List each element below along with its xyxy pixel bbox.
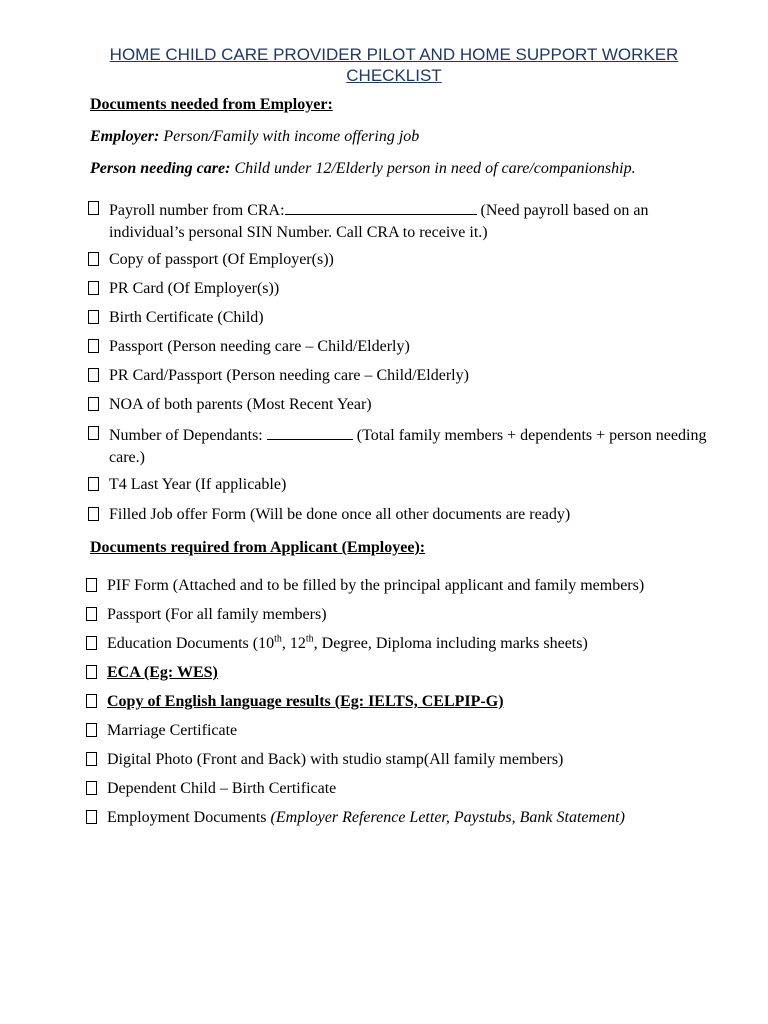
checkbox[interactable] <box>86 607 97 621</box>
item-label: Copy of English language results (Eg: IELTS, CELPIP-G) <box>107 693 504 710</box>
item-label: PR Card/Passport (Person needing care – Child/Elderly) <box>109 367 469 384</box>
checkbox[interactable] <box>88 201 99 215</box>
checklist-item-photo <box>86 749 716 771</box>
checklist-item-payroll <box>88 198 718 244</box>
checklist-item-pr-card-employer <box>88 278 718 300</box>
item-label: Filled Job offer Form (Will be done once all other documents are ready) <box>109 506 571 523</box>
education-text-2: , 12 <box>281 635 306 652</box>
employer-definition-text: Person/Family with income offering job <box>159 128 420 145</box>
checkbox[interactable] <box>88 477 99 491</box>
checklist-item-passport-employer <box>88 249 718 271</box>
education-text-3: , Degree, Diploma including marks sheets) <box>313 635 588 652</box>
employer-definition-label: Employer: <box>90 128 160 145</box>
checkbox[interactable] <box>86 636 97 650</box>
section-heading-applicant: Documents required from Applicant (Employee): <box>90 539 426 556</box>
item-label: Passport (Person needing care – Child/Elderly) <box>109 338 410 355</box>
checkbox[interactable] <box>88 426 99 440</box>
checkbox[interactable] <box>88 252 99 266</box>
checkbox[interactable] <box>88 507 99 521</box>
item-label: Copy of passport (Of Employer(s)) <box>109 251 334 268</box>
item-label: Marriage Certificate <box>107 722 238 739</box>
checkbox[interactable] <box>88 397 99 411</box>
payroll-note: (Need payroll based on an individual’s personal SIN Number. Call CRA to receive it.) <box>109 202 649 241</box>
item-label: Passport (For all family members) <box>107 606 327 623</box>
checkbox[interactable] <box>86 578 97 592</box>
checkbox[interactable] <box>88 339 99 353</box>
checklist-item-pr-card-passport-care <box>88 365 718 387</box>
item-label: ECA (Eg: WES) <box>107 664 218 681</box>
item-label: PIF Form (Attached and to be filled by the principal applicant and family members) <box>107 577 645 594</box>
checklist-item-employment <box>86 807 716 829</box>
checkbox[interactable] <box>86 723 97 737</box>
checklist-item-english <box>86 691 716 713</box>
employer-definition <box>90 127 419 147</box>
checkbox[interactable] <box>86 665 97 679</box>
checkbox[interactable] <box>88 281 99 295</box>
employment-note: (Employer Reference Letter, Paystubs, Bank Statement) <box>270 809 625 826</box>
item-label: Digital Photo (Front and Back) with studio stamp(All family members) <box>107 751 564 768</box>
employment-label: Employment Documents <box>107 809 271 826</box>
item-label: Dependent Child – Birth Certificate <box>107 780 337 797</box>
checklist-item-job-offer <box>88 504 718 526</box>
payroll-blank-line[interactable] <box>285 198 477 215</box>
checklist-item-marriage <box>86 720 716 742</box>
checkbox[interactable] <box>86 810 97 824</box>
payroll-label: Payroll number from CRA: <box>109 202 285 219</box>
checkbox[interactable] <box>86 752 97 766</box>
checklist-item-passport <box>86 604 716 626</box>
section-heading-employer: Documents needed from Employer: <box>90 96 333 113</box>
checklist-item-t4 <box>88 474 718 496</box>
item-label: PR Card (Of Employer(s)) <box>109 280 280 297</box>
checklist-item-passport-care <box>88 336 718 358</box>
item-label: Birth Certificate (Child) <box>109 309 264 326</box>
dependants-blank-line[interactable] <box>267 423 353 440</box>
care-definition-label: Person needing care: <box>90 160 231 177</box>
checklist-item-dependants <box>88 423 718 469</box>
dependants-label: Number of Dependants: <box>109 427 267 444</box>
checklist-item-noa <box>88 394 718 416</box>
item-label: NOA of both parents (Most Recent Year) <box>109 396 372 413</box>
education-text-1: Education Documents (10 <box>107 635 275 652</box>
care-definition <box>90 159 636 179</box>
checklist-item-education <box>86 633 716 655</box>
checklist-item-eca <box>86 662 716 684</box>
checkbox[interactable] <box>88 310 99 324</box>
page-title: HOME CHILD CARE PROVIDER PILOT AND HOME SUPPORT WORKER CHECKLIST <box>109 45 679 85</box>
checklist-item-birth-cert-child <box>88 307 718 329</box>
checklist-item-dependent-child <box>86 778 716 800</box>
superscript: th <box>305 633 314 645</box>
item-label: T4 Last Year (If applicable) <box>109 476 287 493</box>
checklist-item-pif <box>86 575 716 597</box>
care-definition-text: Child under 12/Elderly person in need of care/companionship. <box>230 160 636 177</box>
superscript: th <box>274 633 282 645</box>
dependants-note: (Total family members + dependents + person needing care.) <box>109 427 707 466</box>
checkbox[interactable] <box>86 694 97 708</box>
checkbox[interactable] <box>88 368 99 382</box>
checkbox[interactable] <box>86 781 97 795</box>
